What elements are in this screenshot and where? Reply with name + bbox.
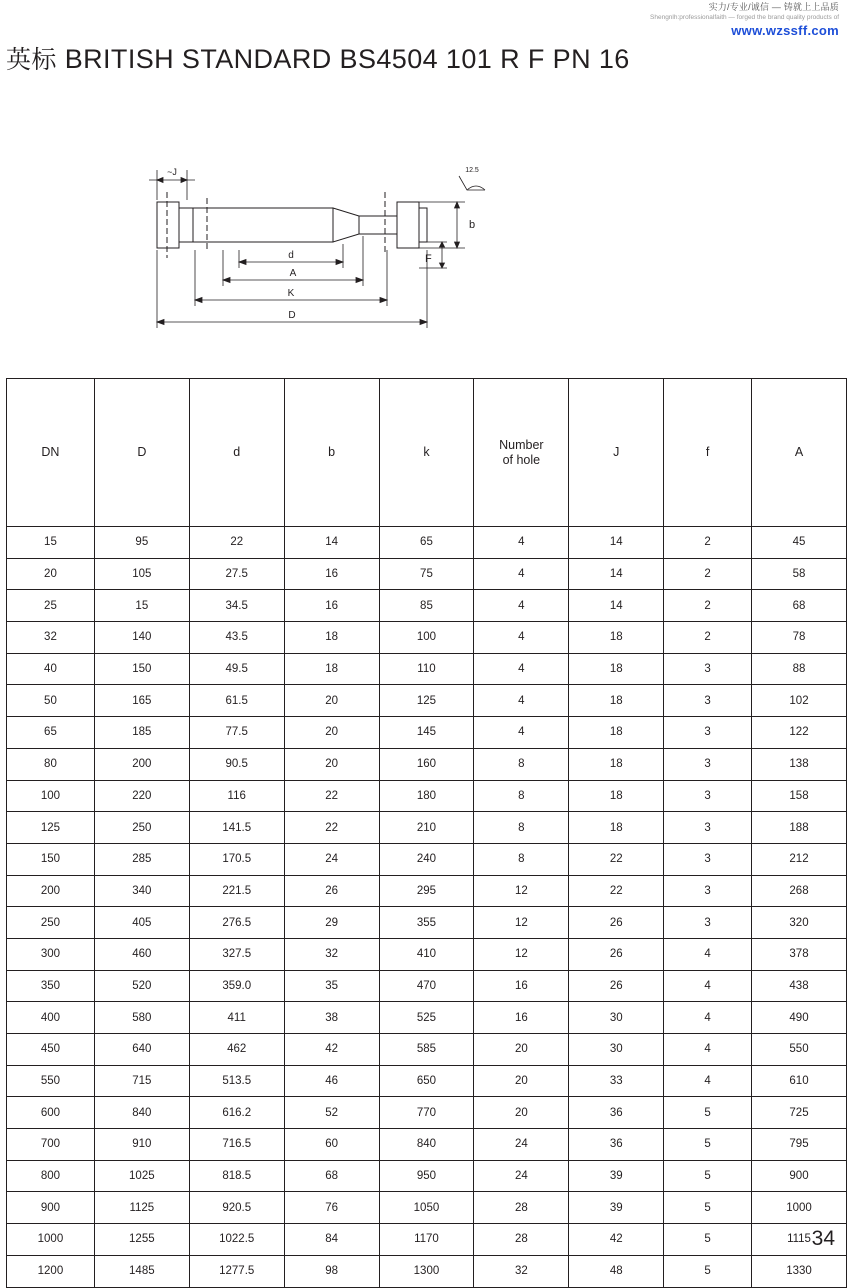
header-tagline-cn: 实力/专业/诚信 — 铸就上上品质 <box>708 2 839 12</box>
cell-dn: 550 <box>7 1065 95 1097</box>
cell-holes: 28 <box>474 1192 569 1224</box>
cell-d-bore: 276.5 <box>189 907 284 939</box>
table-row <box>7 1255 847 1287</box>
page-title-chinese: 英标 <box>6 45 57 74</box>
cell-b: 76 <box>284 1192 379 1224</box>
cell-d-bore: 411 <box>189 1002 284 1034</box>
cell-d-bore: 49.5 <box>189 653 284 685</box>
cell-b: 26 <box>284 875 379 907</box>
table-row <box>7 527 847 559</box>
column-header-d-outer: D <box>94 379 189 527</box>
cell-holes: 4 <box>474 653 569 685</box>
cell-a: 212 <box>752 843 847 875</box>
cell-j: 39 <box>569 1192 664 1224</box>
cell-d: 1125 <box>94 1192 189 1224</box>
cell-f: 2 <box>664 558 752 590</box>
cell-b: 46 <box>284 1065 379 1097</box>
cell-j: 22 <box>569 843 664 875</box>
cell-dn: 400 <box>7 1002 95 1034</box>
cell-a: 1000 <box>752 1192 847 1224</box>
cell-f: 5 <box>664 1129 752 1161</box>
cell-d: 340 <box>94 875 189 907</box>
cell-d-bore: 513.5 <box>189 1065 284 1097</box>
cell-k: 180 <box>379 780 474 812</box>
cell-j: 18 <box>569 780 664 812</box>
cell-b: 42 <box>284 1034 379 1066</box>
cell-b: 20 <box>284 748 379 780</box>
cell-d: 520 <box>94 970 189 1002</box>
cell-holes: 12 <box>474 875 569 907</box>
cell-j: 48 <box>569 1255 664 1287</box>
cell-b: 22 <box>284 780 379 812</box>
cell-dn: 125 <box>7 812 95 844</box>
flange-technical-drawing <box>0 150 853 355</box>
cell-f: 3 <box>664 812 752 844</box>
cell-d: 1485 <box>94 1255 189 1287</box>
cell-j: 14 <box>569 558 664 590</box>
cell-d: 200 <box>94 748 189 780</box>
table-row <box>7 1002 847 1034</box>
cell-holes: 4 <box>474 622 569 654</box>
dim-label-d: d <box>287 250 294 261</box>
cell-d: 165 <box>94 685 189 717</box>
cell-k: 1300 <box>379 1255 474 1287</box>
cell-k: 295 <box>379 875 474 907</box>
table-row <box>7 622 847 654</box>
cell-dn: 250 <box>7 907 95 939</box>
cell-d: 910 <box>94 1129 189 1161</box>
cell-f: 2 <box>664 590 752 622</box>
cell-j: 36 <box>569 1097 664 1129</box>
cell-d: 1025 <box>94 1160 189 1192</box>
cell-a: 68 <box>752 590 847 622</box>
page-title-english: BRITISH STANDARD BS4504 101 R F PN 16 <box>64 44 630 74</box>
cell-k: 75 <box>379 558 474 590</box>
cell-b: 29 <box>284 907 379 939</box>
table-row <box>7 1192 847 1224</box>
cell-b: 68 <box>284 1160 379 1192</box>
cell-b: 22 <box>284 812 379 844</box>
cell-d: 460 <box>94 938 189 970</box>
cell-dn: 150 <box>7 843 95 875</box>
cell-b: 38 <box>284 1002 379 1034</box>
cell-holes: 4 <box>474 590 569 622</box>
column-header-number-of-hole-line2: of hole <box>502 452 541 467</box>
cell-d: 95 <box>94 527 189 559</box>
cell-d-bore: 141.5 <box>189 812 284 844</box>
column-header-f: f <box>664 379 752 527</box>
table-header-row <box>7 379 847 527</box>
cell-j: 14 <box>569 590 664 622</box>
column-header-d-bore: d <box>189 379 284 527</box>
table-row <box>7 812 847 844</box>
cell-a: 102 <box>752 685 847 717</box>
cell-holes: 28 <box>474 1224 569 1256</box>
cell-f: 3 <box>664 843 752 875</box>
cell-k: 840 <box>379 1129 474 1161</box>
cell-b: 60 <box>284 1129 379 1161</box>
cell-a: 795 <box>752 1129 847 1161</box>
cell-holes: 8 <box>474 812 569 844</box>
cell-j: 39 <box>569 1160 664 1192</box>
page-header <box>0 0 853 38</box>
table-row <box>7 653 847 685</box>
cell-j: 18 <box>569 748 664 780</box>
dim-label-b: b <box>468 219 475 231</box>
dim-label-a: A <box>289 268 296 279</box>
cell-k: 1050 <box>379 1192 474 1224</box>
cell-d: 150 <box>94 653 189 685</box>
cell-d: 220 <box>94 780 189 812</box>
cell-f: 4 <box>664 1065 752 1097</box>
cell-a: 45 <box>752 527 847 559</box>
cell-d: 105 <box>94 558 189 590</box>
cell-j: 14 <box>569 527 664 559</box>
cell-dn: 65 <box>7 717 95 749</box>
cell-holes: 32 <box>474 1255 569 1287</box>
table-row <box>7 780 847 812</box>
table-row <box>7 1160 847 1192</box>
cell-a: 550 <box>752 1034 847 1066</box>
cell-b: 84 <box>284 1224 379 1256</box>
cell-b: 20 <box>284 717 379 749</box>
cell-j: 18 <box>569 622 664 654</box>
cell-b: 24 <box>284 843 379 875</box>
cell-k: 110 <box>379 653 474 685</box>
cell-f: 5 <box>664 1224 752 1256</box>
cell-holes: 20 <box>474 1065 569 1097</box>
table-row <box>7 558 847 590</box>
cell-k: 470 <box>379 970 474 1002</box>
cell-b: 16 <box>284 558 379 590</box>
cell-f: 2 <box>664 527 752 559</box>
cell-dn: 40 <box>7 653 95 685</box>
cell-a: 78 <box>752 622 847 654</box>
cell-holes: 4 <box>474 558 569 590</box>
cell-a: 58 <box>752 558 847 590</box>
cell-d-bore: 818.5 <box>189 1160 284 1192</box>
cell-dn: 1200 <box>7 1255 95 1287</box>
cell-j: 30 <box>569 1002 664 1034</box>
cell-dn: 80 <box>7 748 95 780</box>
cell-dn: 20 <box>7 558 95 590</box>
cell-f: 3 <box>664 907 752 939</box>
cell-a: 88 <box>752 653 847 685</box>
cell-f: 3 <box>664 780 752 812</box>
cell-k: 950 <box>379 1160 474 1192</box>
cell-j: 26 <box>569 907 664 939</box>
table-row <box>7 970 847 1002</box>
cell-d: 285 <box>94 843 189 875</box>
cell-k: 770 <box>379 1097 474 1129</box>
cell-a: 188 <box>752 812 847 844</box>
column-header-b: b <box>284 379 379 527</box>
cell-dn: 700 <box>7 1129 95 1161</box>
cell-j: 42 <box>569 1224 664 1256</box>
cell-dn: 32 <box>7 622 95 654</box>
cell-a: 725 <box>752 1097 847 1129</box>
dim-label-d-outer: D <box>287 310 296 321</box>
cell-dn: 1000 <box>7 1224 95 1256</box>
page-title <box>6 40 630 76</box>
cell-holes: 20 <box>474 1097 569 1129</box>
cell-k: 160 <box>379 748 474 780</box>
cell-b: 52 <box>284 1097 379 1129</box>
cell-d-bore: 221.5 <box>189 875 284 907</box>
cell-f: 5 <box>664 1097 752 1129</box>
cell-d: 405 <box>94 907 189 939</box>
table-row <box>7 717 847 749</box>
cell-dn: 450 <box>7 1034 95 1066</box>
dim-label-j: ~J <box>166 167 177 177</box>
cell-j: 18 <box>569 812 664 844</box>
page-number: 34 <box>811 1227 835 1250</box>
cell-dn: 200 <box>7 875 95 907</box>
cell-k: 65 <box>379 527 474 559</box>
cell-d-bore: 116 <box>189 780 284 812</box>
cell-k: 355 <box>379 907 474 939</box>
cell-holes: 12 <box>474 938 569 970</box>
cell-d-bore: 22 <box>189 527 284 559</box>
cell-a: 1330 <box>752 1255 847 1287</box>
cell-j: 22 <box>569 875 664 907</box>
table-row <box>7 875 847 907</box>
cell-d: 1255 <box>94 1224 189 1256</box>
column-header-j: J <box>569 379 664 527</box>
cell-k: 1170 <box>379 1224 474 1256</box>
cell-a: 378 <box>752 938 847 970</box>
cell-k: 585 <box>379 1034 474 1066</box>
cell-holes: 8 <box>474 780 569 812</box>
cell-holes: 16 <box>474 970 569 1002</box>
cell-f: 3 <box>664 875 752 907</box>
cell-k: 410 <box>379 938 474 970</box>
cell-b: 14 <box>284 527 379 559</box>
cell-dn: 15 <box>7 527 95 559</box>
cell-j: 18 <box>569 717 664 749</box>
cell-holes: 24 <box>474 1160 569 1192</box>
cell-d-bore: 77.5 <box>189 717 284 749</box>
cell-k: 100 <box>379 622 474 654</box>
cell-holes: 4 <box>474 717 569 749</box>
cell-k: 145 <box>379 717 474 749</box>
table-body <box>7 527 847 1288</box>
table-row <box>7 748 847 780</box>
cell-d: 715 <box>94 1065 189 1097</box>
cell-b: 18 <box>284 653 379 685</box>
cell-a: 610 <box>752 1065 847 1097</box>
cell-d-bore: 90.5 <box>189 748 284 780</box>
cell-k: 210 <box>379 812 474 844</box>
table-row <box>7 907 847 939</box>
cell-holes: 24 <box>474 1129 569 1161</box>
dim-label-k: K <box>287 288 294 299</box>
cell-a: 138 <box>752 748 847 780</box>
cell-f: 3 <box>664 685 752 717</box>
dim-label-f: F <box>424 253 432 265</box>
table-row <box>7 938 847 970</box>
cell-b: 98 <box>284 1255 379 1287</box>
cell-holes: 20 <box>474 1034 569 1066</box>
cell-d-bore: 1277.5 <box>189 1255 284 1287</box>
cell-a: 320 <box>752 907 847 939</box>
column-header-number-of-hole <box>474 379 569 527</box>
cell-a: 122 <box>752 717 847 749</box>
cell-holes: 12 <box>474 907 569 939</box>
cell-j: 18 <box>569 653 664 685</box>
flange-drawing-svg <box>147 150 707 350</box>
cell-d: 250 <box>94 812 189 844</box>
cell-dn: 100 <box>7 780 95 812</box>
cell-f: 3 <box>664 717 752 749</box>
cell-d: 185 <box>94 717 189 749</box>
cell-f: 5 <box>664 1192 752 1224</box>
cell-f: 5 <box>664 1160 752 1192</box>
cell-k: 85 <box>379 590 474 622</box>
cell-d: 840 <box>94 1097 189 1129</box>
cell-d-bore: 462 <box>189 1034 284 1066</box>
cell-j: 36 <box>569 1129 664 1161</box>
cell-f: 4 <box>664 938 752 970</box>
cell-d-bore: 43.5 <box>189 622 284 654</box>
table-row <box>7 1065 847 1097</box>
cell-d-bore: 327.5 <box>189 938 284 970</box>
cell-b: 18 <box>284 622 379 654</box>
cell-k: 240 <box>379 843 474 875</box>
cell-dn: 300 <box>7 938 95 970</box>
cell-dn: 900 <box>7 1192 95 1224</box>
cell-d-bore: 170.5 <box>189 843 284 875</box>
cell-dn: 50 <box>7 685 95 717</box>
cell-b: 16 <box>284 590 379 622</box>
column-header-a: A <box>752 379 847 527</box>
cell-j: 26 <box>569 938 664 970</box>
table-row <box>7 843 847 875</box>
cell-dn: 600 <box>7 1097 95 1129</box>
cell-f: 3 <box>664 748 752 780</box>
cell-dn: 25 <box>7 590 95 622</box>
cell-d-bore: 34.5 <box>189 590 284 622</box>
cell-a: 490 <box>752 1002 847 1034</box>
cell-a: 268 <box>752 875 847 907</box>
cell-k: 650 <box>379 1065 474 1097</box>
cell-a: 900 <box>752 1160 847 1192</box>
column-header-k: k <box>379 379 474 527</box>
cell-f: 4 <box>664 1002 752 1034</box>
cell-j: 30 <box>569 1034 664 1066</box>
cell-a: 438 <box>752 970 847 1002</box>
cell-b: 32 <box>284 938 379 970</box>
cell-j: 26 <box>569 970 664 1002</box>
cell-a: 1115 <box>752 1224 847 1256</box>
cell-holes: 8 <box>474 748 569 780</box>
cell-d: 580 <box>94 1002 189 1034</box>
table-row <box>7 590 847 622</box>
cell-f: 2 <box>664 622 752 654</box>
cell-d-bore: 716.5 <box>189 1129 284 1161</box>
cell-d-bore: 1022.5 <box>189 1224 284 1256</box>
cell-d-bore: 61.5 <box>189 685 284 717</box>
cell-d-bore: 27.5 <box>189 558 284 590</box>
table-row <box>7 1097 847 1129</box>
cell-a: 158 <box>752 780 847 812</box>
flange-dimensions-table <box>6 378 847 1288</box>
table-row <box>7 1129 847 1161</box>
cell-holes: 16 <box>474 1002 569 1034</box>
column-header-number-of-hole-line1: Number <box>499 437 544 452</box>
table-row <box>7 1224 847 1256</box>
cell-j: 18 <box>569 685 664 717</box>
cell-f: 3 <box>664 653 752 685</box>
cell-d: 140 <box>94 622 189 654</box>
cell-f: 5 <box>664 1255 752 1287</box>
header-website-url[interactable]: www.wzssff.com <box>731 23 839 38</box>
cell-d: 15 <box>94 590 189 622</box>
cell-d-bore: 920.5 <box>189 1192 284 1224</box>
header-tagline-en: Shengnlh:professionalfaith — forged the brand quality products of <box>650 14 839 21</box>
dim-label-roughness: 12.5 <box>464 167 479 174</box>
cell-k: 125 <box>379 685 474 717</box>
cell-d-bore: 616.2 <box>189 1097 284 1129</box>
cell-f: 4 <box>664 970 752 1002</box>
cell-d: 640 <box>94 1034 189 1066</box>
cell-holes: 8 <box>474 843 569 875</box>
cell-dn: 800 <box>7 1160 95 1192</box>
cell-k: 525 <box>379 1002 474 1034</box>
table-row <box>7 685 847 717</box>
cell-b: 20 <box>284 685 379 717</box>
cell-f: 4 <box>664 1034 752 1066</box>
cell-j: 33 <box>569 1065 664 1097</box>
cell-d-bore: 359.0 <box>189 970 284 1002</box>
cell-b: 35 <box>284 970 379 1002</box>
cell-dn: 350 <box>7 970 95 1002</box>
cell-holes: 4 <box>474 685 569 717</box>
column-header-dn: DN <box>7 379 95 527</box>
cell-holes: 4 <box>474 527 569 559</box>
table-row <box>7 1034 847 1066</box>
